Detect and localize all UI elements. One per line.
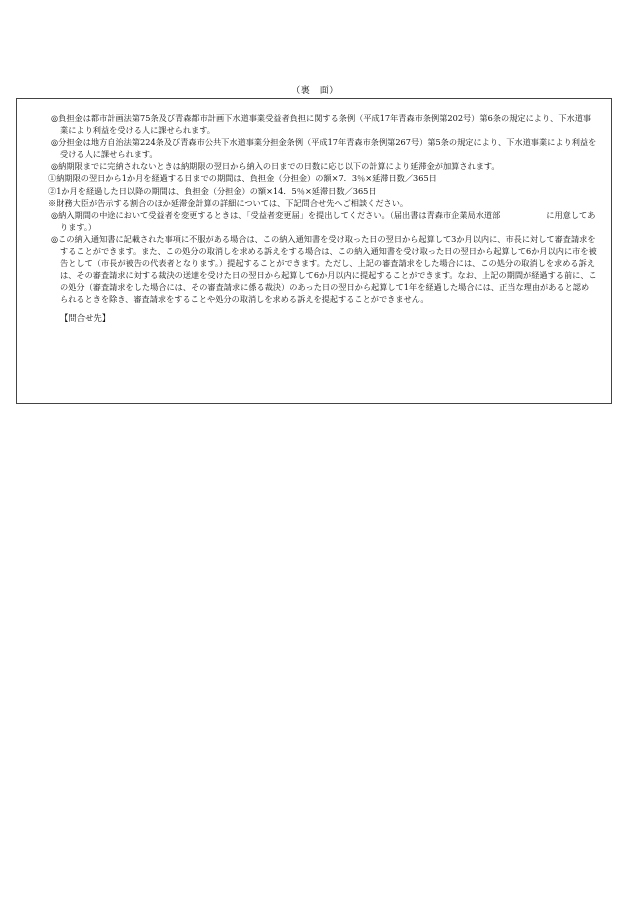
notice-box (16, 98, 612, 404)
page-header: （裏 面） (291, 86, 339, 96)
appeal-paragraph: ◎この納入通知書に記載された事項に不服がある場合は、この納入通知書を受け取った日の翌日から起算して3か月以内に、市長に対して審査請求をすることができます。また、この処分の取消しを求める訴えをする場合は、この納入通知書を受け取った日の翌日から起算して6か月以内に市を被告として（市長が被告の代表者となります。）提起することができます。ただし、上記の審査請求をした場合には、この処分の取消しを求める訴えは、その審査請求に対する裁決の送達を受けた日の翌日から起算して6か月以内に提起することができます。なお、上記の期間が経過する前に、この処分（審査請求をした場合には、その審査請求に係る裁決）のあった日の翌日から起算して1年を経過した場合には、正当な理由があると認められるときを除き、審査請求をすることや処分の取消しを求める訴えを提起することができません。 (51, 233, 597, 305)
late-fee-calc-1: ①納期限の翌日から1か月を経過する日までの期間は、負担金（分担金）の額×7．3％×延滞日数／365日 (48, 173, 437, 184)
burden-charge-paragraph: ◎負担金は都市計画法第75条及び青森都市計画下水道事業受益者負担に関する条例（平成17年青森市条例第202号）第6条の規定により、下水道事業により利益を受ける人に課せられます。 (51, 113, 592, 136)
beneficiary-change-text: ◎納入期間の中途において受益者を変更するときは、「受益者変更届」を提出してください。（届出書は青森市企業局水道部 (51, 209, 501, 220)
share-charge-paragraph: ◎分担金は地方自治法第224条及び青森市公共下水道事業分担金条例（平成17年青森市条例第267号）第5条の規定により、下水道事業により利益を受ける人に課せられます。 (51, 137, 597, 160)
beneficiary-change-text-end: に用意してあります。） (60, 209, 596, 232)
inquiry-heading: 【問合せ先】 (60, 312, 111, 323)
late-fee-paragraph: ◎納期限までに完納されないときは納期限の翌日から納入の日までの日数に応じ以下の計算により延滞金が加算されます。 (51, 161, 500, 172)
late-fee-calc-2: ②1か月を経過した日以降の期間は、負担金（分担金）の額×14．5％×延滞日数／365日 (48, 185, 377, 196)
beneficiary-change-paragraph (51, 209, 597, 233)
late-fee-note: ※財務大臣が告示する割合のほか延滞金計算の詳細については、下記問合せ先へご相談ください。 (48, 197, 409, 208)
